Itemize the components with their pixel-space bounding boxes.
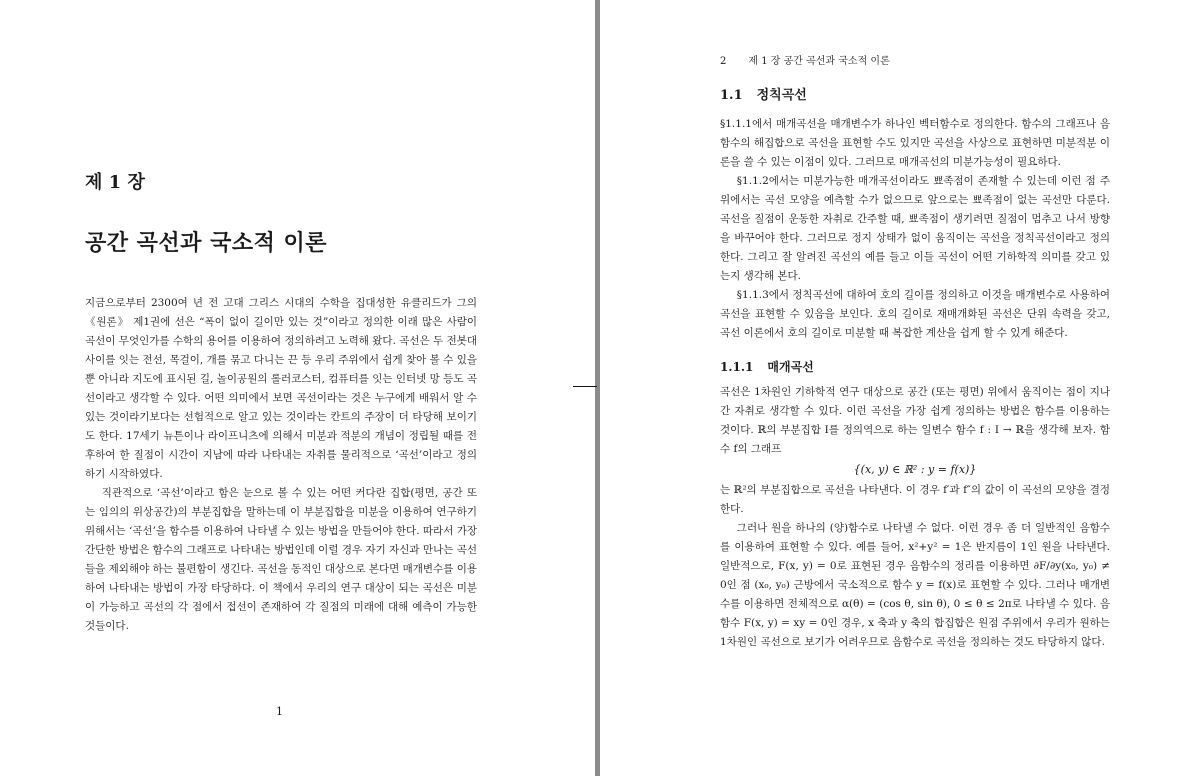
- chapter-title: 공간 곡선과 국소적 이론: [85, 230, 327, 256]
- left-page: [0, 0, 595, 776]
- header-title: 제 1 장 공간 곡선과 국소적 이론: [748, 56, 890, 67]
- intro-paragraph-1: 지금으로부터 2300여 년 전 고대 그리스 시대의 수학을 집대성한 유클리드가 그의 《원론》 제1권에 선은 “폭이 없이 길이만 있는 것”이라고 정의한 이래 많은 사람이 곡선이 무엇인가를 수학의 용어를 이용하여 정의하려고 노력해 왔다. 곡선은 두 전봇대 사이를 잇는 전선, 목걸이, 개를 묶고 다니는 끈 등 우리 주위에서 쉽게 찾아 볼 수 있을 뿐 아니라 지도에 표시된 길, 놀이공원의 롤러코스터, 컴퓨터를 잇는 인터넷 망 등도 곡선이라고 생각할 수 있다. 어떤 의미에서 보면 곡선이라는 것은 누구에게 배워서 알 수 있는 것이라기보다는 선험적으로 알고 있는 것이라는 칸트의 주장이 더 타당해 보이기도 한다. 17세기 뉴튼이나 라이프니츠에 의해서 미분과 적분의 개념이 정립될 때를 전후하여 한 질점이 시간이 지남에 따라 나타내는 자취를 물리적으로 ‘곡선’이라고 정의하기 시작하였다.: [85, 297, 477, 480]
- section-heading: [720, 84, 1110, 103]
- subsection-heading: [720, 358, 1110, 375]
- running-header: [720, 52, 890, 67]
- subsection-paragraph-3: 그러나 원을 하나의 (양)함수로 나타낼 수 없다. 이런 경우 좀 더 일반적인 음함수를 이용하여 표현할 수 있다. 예를 들어, x²+y² = 1은 반지름이 1인 원을 나타낸다. 일반적으로, F(x, y) = 0로 표현된 경우 음함수의 정리를 이용하면 ∂F/∂y(x₀, y₀) ≠ 0인 점 (x₀, y₀) 근방에서 국소적으로 함수 y = f(x)로 표현할 수 있다. 그러나 매개변수를 이용하면 전체적으로 α(θ) = (cos θ, sin θ), 0 ≤ θ ≤ 2π로 나타낼 수 있다. 음함수 F(x, y) = xy = 0인 경우, x 축과 y 축의 합집합은 원점 주위에서 우리가 원하는 1차원인 곡선으로 보기가 어려우므로 음함수로 곡선을 정의하는 것도 타당하지 않다.: [720, 522, 1110, 648]
- display-formula: {(x, y) ∈ ℝ² : y = f(x)}: [853, 463, 977, 476]
- page-number: 1: [276, 705, 283, 718]
- chapter-number: 제 1 장: [85, 172, 145, 193]
- subsection-paragraph-1: 곡선은 1차원인 기하학적 연구 대상으로 공간 (또는 평면) 위에서 움직이는 점이 지나간 자취로 생각할 수 있다. 이런 곡선을 가장 쉽게 정의하는 방법은 함수를 이용하는 것이다. ℝ의 부분집합 I를 정의역으로 하는 일변수 함수 f : I → ℝ을 생각해 보자. 함수 f의 그래프: [720, 386, 1110, 455]
- section-paragraph-3: §1.1.3에서 정칙곡선에 대하여 호의 길이를 정의하고 이것을 매개변수로 사용하여 곡선을 표현할 수 있음을 보인다. 호의 길이로 재매개화된 곡선은 단위 속력을 갖고, 곡선 이론에서 호의 길이로 미분할 때 복잡한 계산을 쉽게 할 수 있게 해준다.: [720, 289, 1110, 339]
- section-paragraph-2: §1.1.2에서는 미분가능한 매개곡선이라도 뾰족점이 존재할 수 있는데 이런 점 주위에서는 곡선 모양을 예측할 수가 없으므로 앞으로는 뾰족점이 없는 곡선만 다룬다. 곡선을 질점이 운동한 자취로 간주할 때, 뾰족점이 생기려면 질점이 멈추고 나서 방향을 바꾸어야 한다. 그러므로 정지 상태가 없이 움직이는 곡선을 정칙곡선이라고 정의한다. 그리고 잘 알려진 곡선의 예를 들고 이들 곡선이 어떤 기하학적 의미를 갖고 있는지 생각해 본다.: [720, 175, 1110, 282]
- section-number: 1.1: [720, 88, 743, 103]
- right-page: [600, 0, 1198, 776]
- subsection-paragraph-2: 는 ℝ²의 부분집합으로 곡선을 나타낸다. 이 경우 f′과 f″의 값이 이 곡선의 모양을 결정한다.: [720, 484, 1110, 515]
- header-page-number: 2: [720, 56, 727, 67]
- section-paragraph-1: §1.1.1에서 매개곡선을 매개변수가 하나인 벡터함수로 정의한다. 함수의 그래프나 음함수의 해집합으로 곡선을 표현할 수도 있지만 곡선을 사상으로 표현하면 미분적분 이론을 쓸 수 있는 이점이 있다. 그러므로 매개곡선의 미분가능성이 필요하다.: [720, 118, 1110, 168]
- intro-paragraph-2: 직관적으로 ‘곡선’이라고 함은 눈으로 볼 수 있는 어떤 커다란 집합(평면, 공간 또는 임의의 위상공간)의 부분집합을 말하는데 이 부분집합을 미분을 이용하여 연구하기 위해서는 ‘곡선’을 함수를 이용하여 나타낼 수 있는 방법을 만들어야 한다. 따라서 가장 간단한 방법은 함수의 그래프로 나타내는 방법인데 이럴 경우 자기 자신과 만나는 곡선들을 제외해야 하는 불편함이 생긴다. 곡선을 동적인 대상으로 본다면 매개변수를 이용하여 나타내는 방법이 가장 타당하다. 이 책에서 우리의 연구 대상이 되는 곡선은 미분이 가능하고 곡선의 각 점에서 접선이 존재하여 각 질점의 미래에 대해 예측이 가능한 것들이다.: [85, 487, 477, 632]
- subsection-number: 1.1.1: [720, 360, 754, 374]
- split-mark-left: [573, 386, 597, 387]
- subsection-title: 매개곡선: [767, 360, 814, 374]
- chapter-intro: [85, 294, 477, 636]
- section-title: 정칙곡선: [756, 88, 807, 103]
- section-body: [720, 84, 1110, 652]
